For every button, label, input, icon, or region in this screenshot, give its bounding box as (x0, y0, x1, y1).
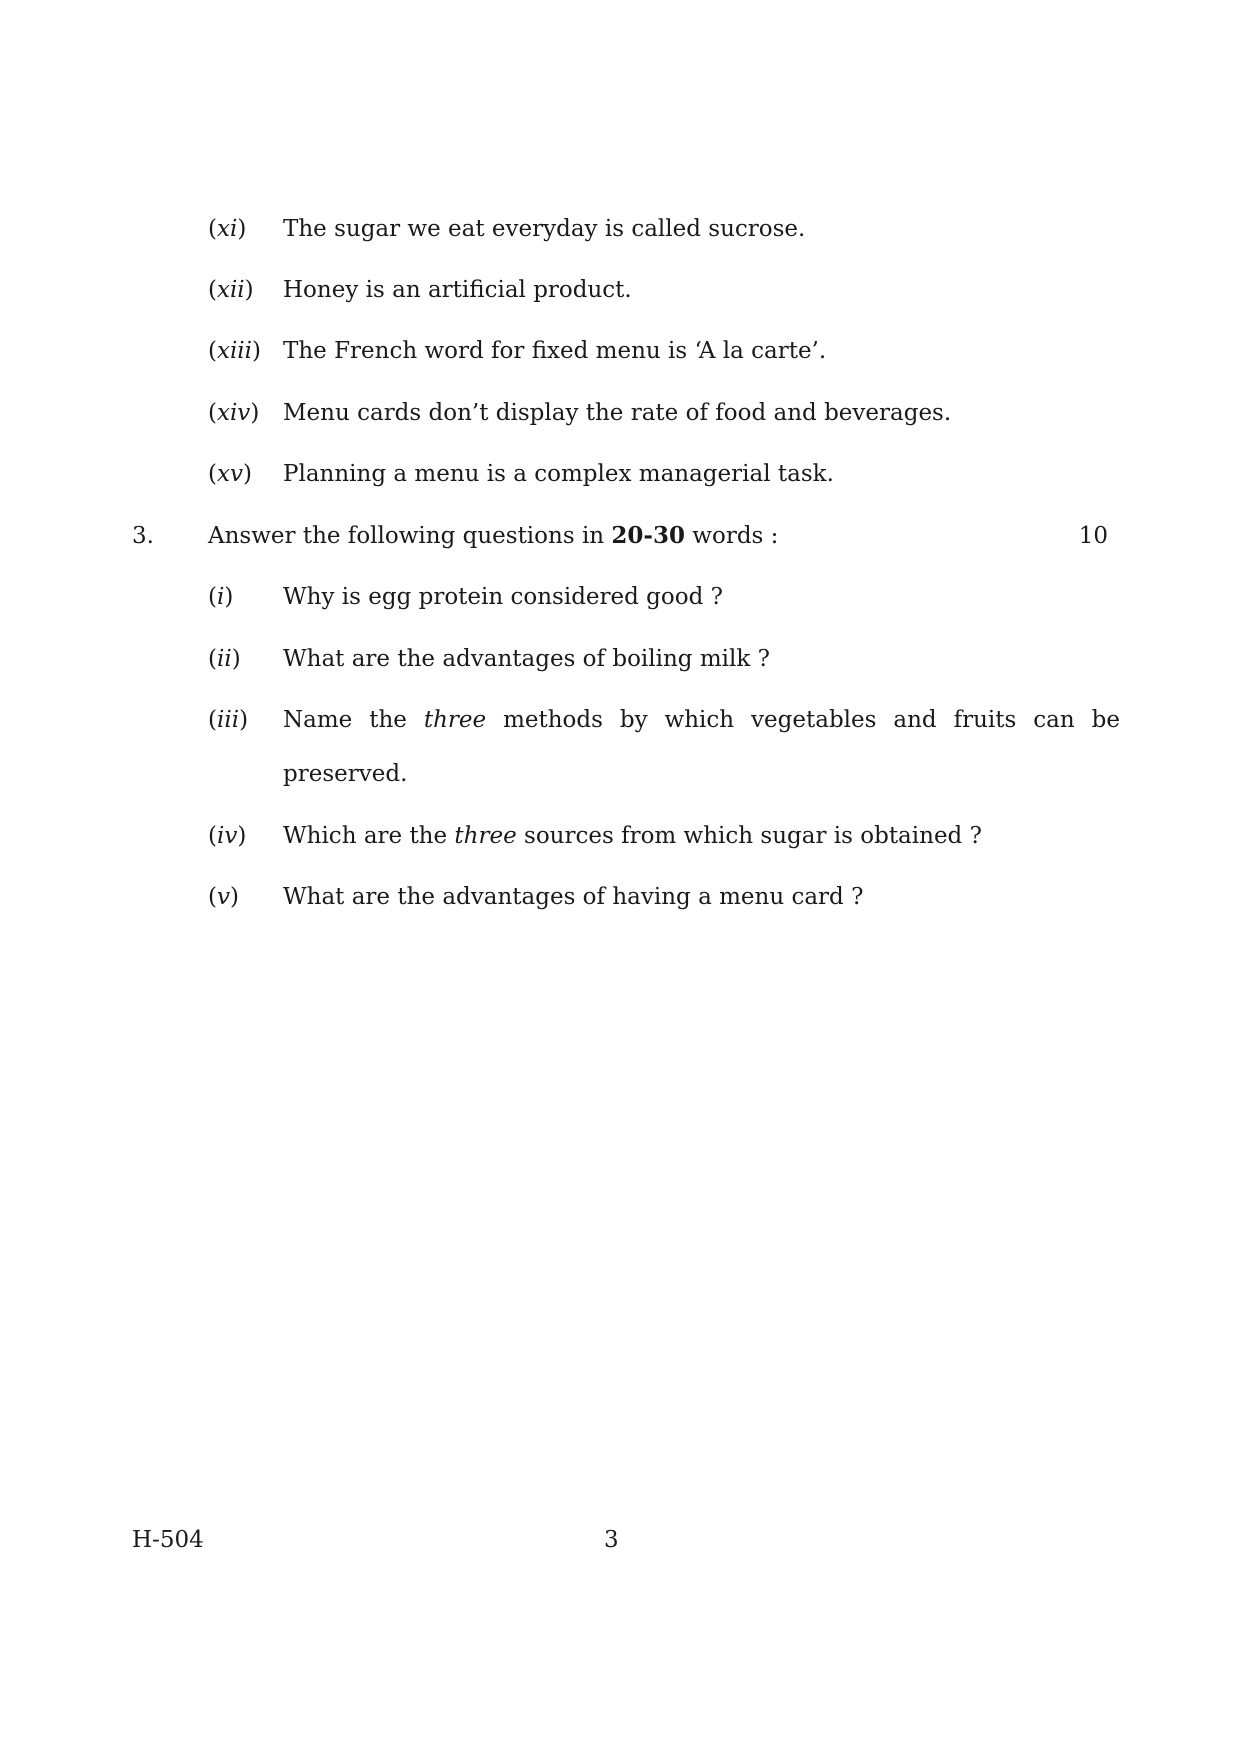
emphasis: three (423, 707, 487, 733)
subquestion-v (208, 877, 1120, 917)
statement-xv (208, 454, 1120, 494)
statement-number: (xi) (208, 216, 247, 242)
subquestion-number: (ii) (208, 646, 241, 672)
question-number: 3. (132, 523, 154, 549)
subquestion-text-continuation: preserved. (283, 761, 408, 787)
subquestion-number: (iv) (208, 823, 247, 849)
subquestion-iii (208, 700, 1120, 740)
question-marks: 10 (1078, 523, 1108, 549)
statement-text: The French word for fixed menu is ‘A la carte’. (283, 338, 827, 364)
statement-xi (208, 209, 1120, 249)
subquestion-text: Which are the three sources from which sugar is obtained ? (283, 823, 982, 849)
statement-text: Menu cards don’t display the rate of food and beverages. (283, 400, 952, 426)
emphasis: three (454, 823, 517, 849)
statement-text: Planning a menu is a complex managerial task. (283, 461, 834, 487)
statement-number: (xii) (208, 277, 254, 303)
page-number: 3 (604, 1527, 619, 1553)
statement-xii (208, 270, 1120, 310)
paper-code: H-504 (132, 1527, 204, 1553)
subquestion-i (208, 577, 1120, 617)
statement-text: Honey is an artificial product. (283, 277, 632, 303)
statement-number: (xiv) (208, 400, 260, 426)
statement-number: (xv) (208, 461, 252, 487)
subquestion-number: (iii) (208, 707, 249, 733)
subquestion-number: (v) (208, 884, 239, 910)
subquestion-text: What are the advantages of boiling milk ? (283, 646, 770, 672)
statement-xiv (208, 393, 1120, 433)
subquestion-iii-continuation (208, 754, 1120, 794)
subquestion-number: (i) (208, 584, 234, 610)
statement-number: (xiii) (208, 338, 262, 364)
question-prompt: Answer the following questions in 20-30 words : (208, 522, 779, 549)
subquestion-ii (208, 639, 1120, 679)
word-limit: 20-30 (611, 522, 685, 549)
subquestion-text: Why is egg protein considered good ? (283, 584, 723, 610)
statement-text: The sugar we eat everyday is called sucrose. (283, 216, 806, 242)
subquestion-text: Name the three methods by which vegetables and fruits can be (283, 707, 1120, 733)
subquestion-text: What are the advantages of having a menu card ? (283, 884, 864, 910)
statement-xiii (208, 331, 1120, 371)
subquestion-iv (208, 816, 1120, 856)
